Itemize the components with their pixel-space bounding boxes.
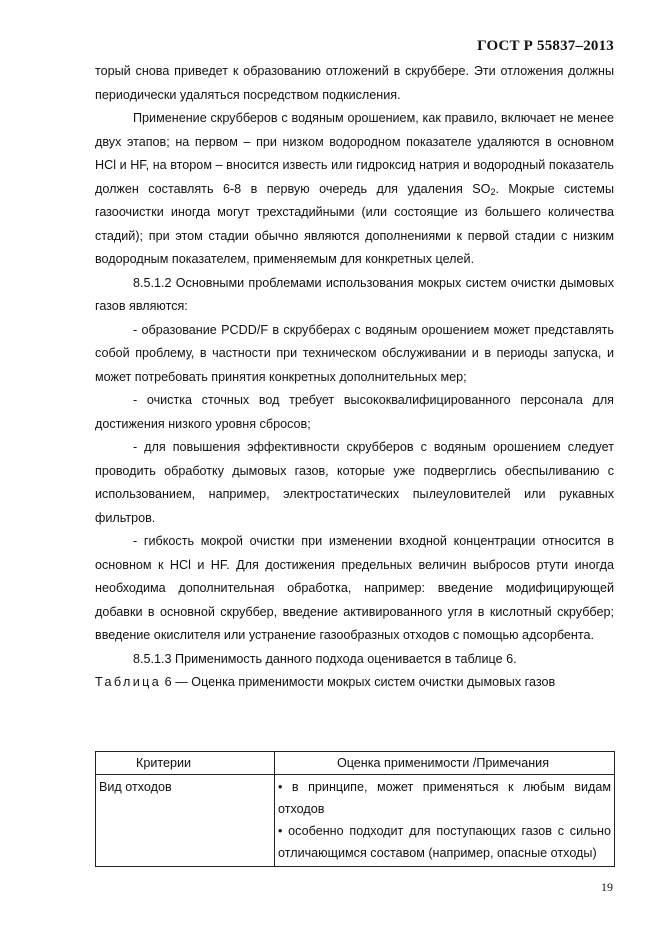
paragraph-text-start: Применение скрубберов с водяным орошением, как правило, включает не менее двух этапов; на первом – при низком водородном показателе удаляются в основном HCl и HF, на втором – вносится известь или гидроксид натрия и водородный показатель должен составлять 6-8 в первую очередь для удаления SO (95, 111, 614, 196)
cell-criterion: Вид отходов (96, 775, 275, 867)
list-item-flexibility: - гибкость мокрой очистки при изменении входной концентрации относится в основном к HCl и HF. Для достижения предельных величин выбросов ртути иногда необходима дополнительная обработка, например: введение модифицирующей добавки в основной скруббер, введение активированного угля в кислотный скруббер; введение окислителя или устранение газообразных отходов с помощью адсорбента. (95, 534, 614, 642)
paragraph-text-end: . Мокрые системы газоочистки иногда могут трехстадийными (или состоящие из большего количества стадий); при этом стадии обычно являются дополнениями к первой стадии с низким водородным показателем, применяемым для конкретных целей. (95, 181, 615, 266)
paragraph-problems-intro: 8.5.1.2 Основными проблемами использования мокрых систем очистки дымовых газов являются: (95, 275, 614, 313)
list-item-efficiency: - для повышения эффективности скрубберов с водяным орошением следует проводить обработку дымовых газов, которые уже подверглись обеспыливанию с использованием, например, электростатических пылеуловителей или рукавных фильтров. (95, 440, 614, 525)
list-item-pcdd: - образование PCDD/F в скрубберах с водяным орошением может представлять собой проблему, в частности при техническом обслуживании и в периоды запуска, и может потребовать принятия конкретных дополнительных мер; (95, 322, 614, 384)
paragraph-continuation: торый снова приведет к образованию отложений в скруббере. Эти отложения должны периодически удаляться посредством подкисления. (95, 64, 614, 102)
applicability-table (95, 751, 615, 867)
table-caption-title: 6 — Оценка применимости мокрых систем очистки дымовых газов (161, 675, 556, 689)
list-item-wastewater: - очистка сточных вод требует высококвалифицированного персонала для достижения низкого уровня сбросов; (95, 393, 614, 431)
cell-notes (275, 775, 615, 867)
column-header-criteria: Критерии (96, 752, 275, 775)
column-header-notes: Оценка применимости /Примечания (275, 752, 615, 775)
table-caption-label: Таблица (95, 675, 162, 689)
document-number: ГОСТ Р 55837–2013 (477, 38, 614, 54)
table-row (96, 775, 615, 867)
page-number: 19 (601, 880, 613, 894)
note-item: • в принципе, может применяться к любым видам отходов (278, 780, 611, 816)
paragraph-scrubber-stages (95, 107, 614, 272)
subscript-2: 2 (490, 186, 496, 197)
document-body (95, 60, 614, 695)
table-caption (95, 671, 614, 695)
note-item: • особенно подходит для поступающих газов с сильно отличающимся составом (например, опасные отходы) (278, 824, 611, 860)
paragraph-applicability: 8.5.1.3 Применимость данного подхода оценивается в таблице 6. (133, 651, 517, 666)
table-header-row (96, 752, 615, 775)
